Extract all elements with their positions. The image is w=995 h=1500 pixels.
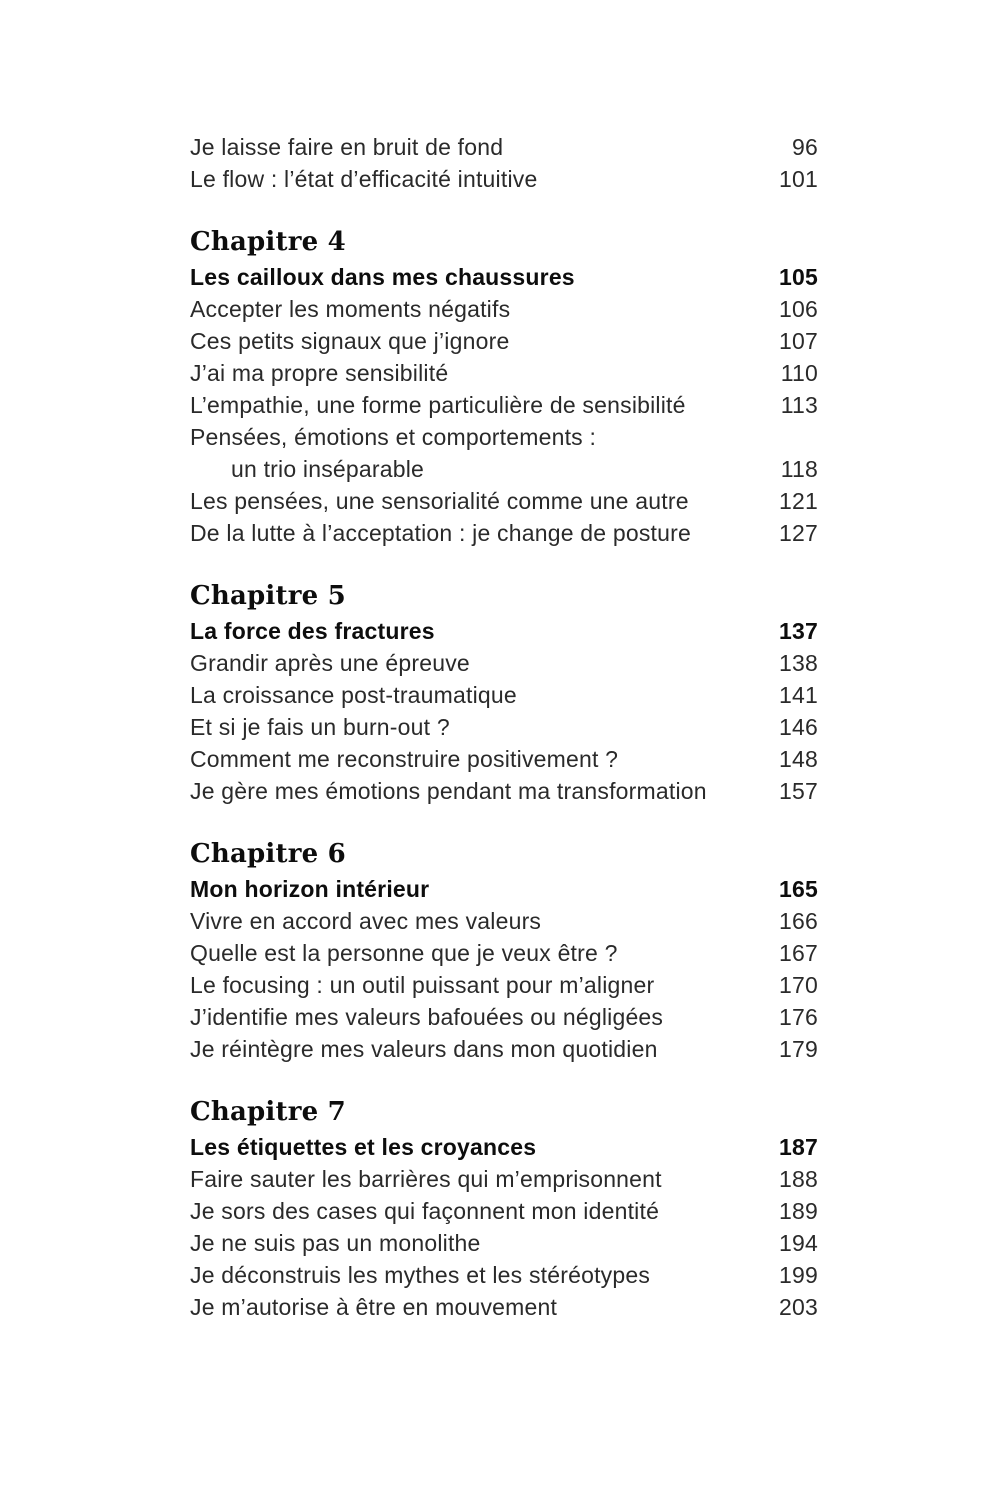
entry-label: La force des fractures <box>190 618 435 644</box>
toc-entry <box>190 357 818 389</box>
entry-label: Accepter les moments négatifs <box>190 296 511 322</box>
intro-entries <box>190 131 818 195</box>
entry-page-number: 187 <box>779 1134 818 1160</box>
chapters <box>190 224 818 1323</box>
entry-page-number: 167 <box>779 940 818 966</box>
entry-page-number: 194 <box>779 1230 818 1256</box>
entry-page-number: 127 <box>779 520 818 546</box>
toc-entry <box>190 1163 818 1195</box>
entry-label: Comment me reconstruire positivement ? <box>190 746 619 772</box>
toc-entry <box>190 453 818 485</box>
entry-page-number: 106 <box>779 296 818 322</box>
entry-page-number: 199 <box>779 1262 818 1288</box>
entry-label: Et si je fais un burn-out ? <box>190 714 450 740</box>
entry-page-number: 165 <box>779 876 818 902</box>
entry-page-number: 110 <box>780 360 818 386</box>
entry-label: Mon horizon intérieur <box>190 876 430 902</box>
table-of-contents <box>190 131 818 1323</box>
entry-page-number: 138 <box>779 650 818 676</box>
toc-entry <box>190 1001 818 1033</box>
chapter-section <box>190 836 818 1065</box>
entry-label: Grandir après une épreuve <box>190 650 470 676</box>
entry-page-number: 176 <box>779 1004 818 1030</box>
entry-page-number: 107 <box>779 328 818 354</box>
entry-page-number: 157 <box>779 778 818 804</box>
chapter-title-row <box>190 261 818 293</box>
toc-entry <box>190 743 818 775</box>
entry-page-number: 137 <box>779 618 818 644</box>
toc-entry <box>190 293 818 325</box>
toc-entry <box>190 131 818 163</box>
entry-label: Les pensées, une sensorialité comme une autre <box>190 488 689 514</box>
entry-label: J’ai ma propre sensibilité <box>190 360 449 386</box>
entry-label: Le focusing : un outil puissant pour m’aligner <box>190 972 655 998</box>
chapter-section <box>190 578 818 807</box>
entry-label: Je réintègre mes valeurs dans mon quotidien <box>190 1036 658 1062</box>
entry-page-number: 170 <box>779 972 818 998</box>
toc-entry <box>190 421 818 453</box>
entry-label: Vivre en accord avec mes valeurs <box>190 908 542 934</box>
chapter-section <box>190 1094 818 1323</box>
entry-page-number: 96 <box>792 134 818 160</box>
entry-page-number: 188 <box>779 1166 818 1192</box>
toc-entry <box>190 389 818 421</box>
entry-label: La croissance post-traumatique <box>190 682 517 708</box>
entry-label: Les cailloux dans mes chaussures <box>190 264 575 290</box>
toc-entry <box>190 711 818 743</box>
entry-label: De la lutte à l’acceptation : je change de posture <box>190 520 691 546</box>
entry-label: Ces petits signaux que j’ignore <box>190 328 510 354</box>
entry-page-number: 166 <box>779 908 818 934</box>
entry-label: Je gère mes émotions pendant ma transformation <box>190 778 707 804</box>
entry-page-number: 113 <box>780 392 818 418</box>
entry-label: L’empathie, une forme particulière de sensibilité <box>190 392 686 418</box>
entry-page-number: 146 <box>779 714 818 740</box>
entry-label: Quelle est la personne que je veux être ? <box>190 940 618 966</box>
entry-page-number: 118 <box>780 456 818 482</box>
entry-label: Je laisse faire en bruit de fond <box>190 134 504 160</box>
entry-label: Le flow : l’état d’efficacité intuitive <box>190 166 538 192</box>
chapter-section <box>190 224 818 549</box>
toc-entry <box>190 905 818 937</box>
chapter-heading: Chapitre 6 <box>190 839 346 869</box>
toc-entry <box>190 517 818 549</box>
entry-label: Je m’autorise à être en mouvement <box>190 1294 558 1320</box>
chapter-title-row <box>190 615 818 647</box>
toc-entry <box>190 679 818 711</box>
chapter-heading: Chapitre 7 <box>190 1097 346 1127</box>
toc-entry <box>190 1227 818 1259</box>
chapter-title-row <box>190 873 818 905</box>
entry-page-number: 203 <box>779 1294 818 1320</box>
chapter-title-row <box>190 1131 818 1163</box>
toc-entry <box>190 937 818 969</box>
entry-label: Faire sauter les barrières qui m’emprisonnent <box>190 1166 662 1192</box>
entry-label: J’identifie mes valeurs bafouées ou négligées <box>190 1004 664 1030</box>
chapter-heading: Chapitre 4 <box>190 227 346 257</box>
entry-label: Les étiquettes et les croyances <box>190 1134 537 1160</box>
toc-entry <box>190 775 818 807</box>
entry-page-number: 105 <box>779 264 818 290</box>
entry-page-number: 141 <box>779 682 818 708</box>
toc-entry <box>190 1033 818 1065</box>
toc-entry <box>190 325 818 357</box>
toc-entry <box>190 1259 818 1291</box>
entry-label: Je ne suis pas un monolithe <box>190 1230 481 1256</box>
toc-entry <box>190 163 818 195</box>
entry-label: Je sors des cases qui façonnent mon identité <box>190 1198 660 1224</box>
entry-label: un trio inséparable <box>231 456 425 482</box>
chapter-heading: Chapitre 5 <box>190 581 346 611</box>
toc-entry <box>190 485 818 517</box>
toc-entry <box>190 1291 818 1323</box>
entry-label: Pensées, émotions et comportements : <box>190 424 597 450</box>
entry-page-number: 121 <box>779 488 818 514</box>
entry-page-number: 101 <box>779 166 818 192</box>
entry-page-number: 148 <box>779 746 818 772</box>
entry-page-number: 179 <box>779 1036 818 1062</box>
entry-label: Je déconstruis les mythes et les stéréotypes <box>190 1262 651 1288</box>
toc-entry <box>190 1195 818 1227</box>
toc-entry <box>190 647 818 679</box>
toc-entry <box>190 969 818 1001</box>
entry-page-number: 189 <box>779 1198 818 1224</box>
